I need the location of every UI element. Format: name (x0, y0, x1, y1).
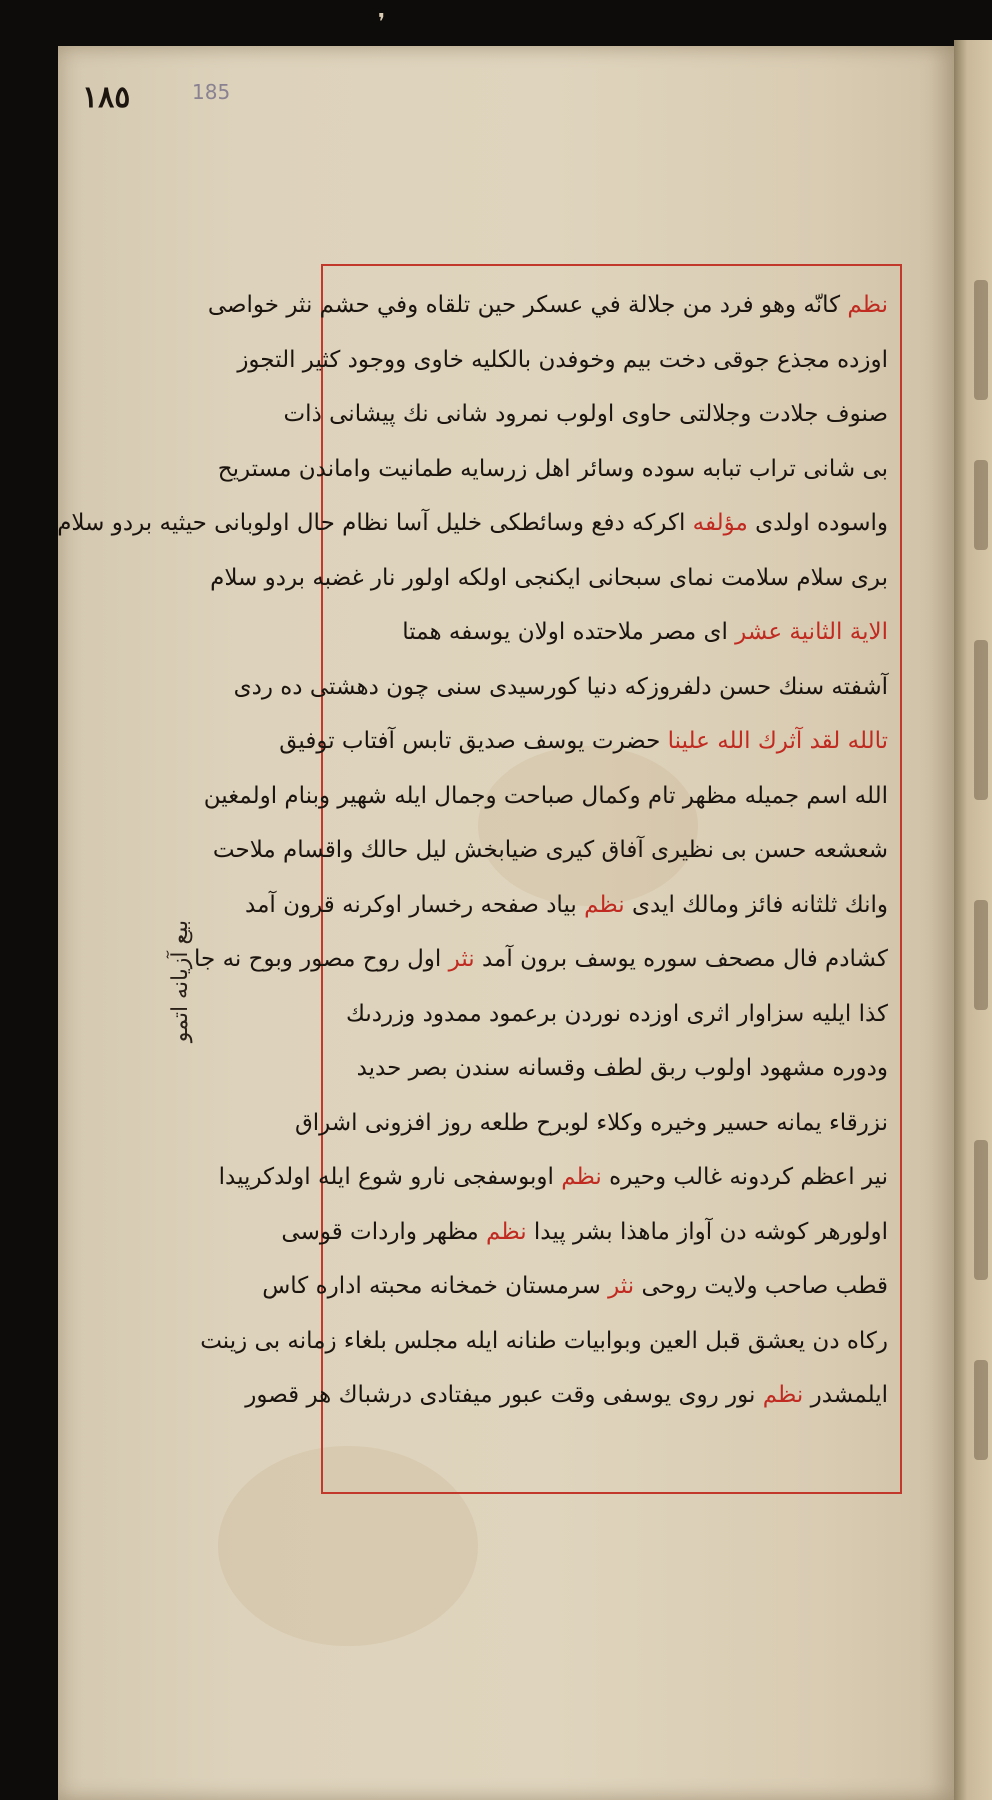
rubric-text: نظم (762, 1382, 804, 1408)
text-line (210, 551, 888, 606)
line-text: بى شانى تراب تبابه سوده وسائر اهل زرسايه طمانيت واماندن مستريح (217, 455, 888, 482)
margin-note: بيع آزيانه اتمو (168, 920, 193, 1043)
line-text: اكركه دفع وسائطكى خليل آسا نظام حال اولوبانى حيثيه بردو سلام (57, 510, 693, 536)
folio-number: ١٨٥ (82, 80, 131, 115)
text-line (207, 278, 888, 333)
line-text: نزرقاء يمانه حسير وخيره وكلاء لوبرح طلعه روز افزونى اشراق (294, 1109, 888, 1136)
text-line (294, 1096, 888, 1151)
rubric-text: نظم (847, 292, 888, 318)
text-line (336, 1041, 888, 1096)
text-line (283, 387, 888, 442)
text-line (212, 823, 888, 878)
rubric-text: مؤلفه (692, 510, 748, 536)
top-edge-mark: ❜ (378, 10, 386, 35)
rubric-text: تالله لقد آثرك الله علينا (667, 728, 888, 754)
text-line (57, 496, 888, 551)
text-line (233, 660, 888, 715)
rubric-text: نظم (584, 891, 625, 918)
text-line (200, 1314, 888, 1369)
line-text: الله اسم جميله مظهر تام وكمال صباحت وجمال ايله شهير وبنام اولمغين (203, 782, 888, 809)
line-text: بياد صفحه رخسار اوكرنه قرون آمد (245, 891, 585, 918)
text-line (217, 442, 888, 497)
text-line (218, 1150, 888, 1205)
line-text: واسوده اولدى (747, 510, 888, 536)
line-text: ركاه دن يعشق قبل العين وبوابيات طنانه ايله مجلس بلغاء زمانه بى زينت (200, 1327, 888, 1354)
rubric-text: الاية الثانية عشر (735, 619, 888, 645)
text-line (281, 1205, 888, 1260)
text-line (336, 605, 888, 660)
rubric-text: نثر (448, 946, 475, 972)
line-text: اول روح مصور وبوح نه جا (194, 946, 449, 972)
line-text: ودوره مشهود اولوب ربق لطف وقسانه سندن بصر حديد (356, 1055, 888, 1081)
line-text: اولورهر كوشه دن آواز ماهذا بشر پيدا (526, 1218, 888, 1245)
line-text: اوزده مجذع جوقى دخت بيم وخوفدن بالكليه خاوى ووجود كثير التجوز (237, 346, 888, 373)
line-text: شعشعه حسن بى نظيرى آفاق كيرى ضيابخش ليل حالك واقسام ملاحت (212, 837, 888, 863)
line-text: صنوف جلادت وجلالتى حاوى اولوب نمرود شانى نك پيشانى ذات (283, 401, 888, 427)
rubric-text: نثر (608, 1273, 635, 1299)
text-line (203, 769, 888, 824)
facing-page-edge (954, 40, 992, 1800)
rubric-text: نظم (561, 1164, 602, 1190)
line-text: اوبوسفجى نارو شوع ايله اولدكرپيدا (218, 1164, 562, 1190)
line-text: آشفته سنك حسن دلفروزكه دنيا كورسيدى سنى چون دهشتى ده ردى (233, 673, 888, 700)
text-line (237, 333, 888, 388)
text-line (336, 987, 888, 1042)
line-text: كذا ايليه سزاوار اثرى اوزده نوردن برعمود ممدود وزردىك (345, 1000, 888, 1027)
folio-number-pencil: 185 (192, 80, 231, 104)
line-text: ايلمشدر (803, 1382, 888, 1408)
line-text: حضرت يوسف صديق تابس آفتاب توفيق (279, 728, 668, 754)
line-text: كشادم فال مصحف سوره يوسف برون آمد (474, 946, 888, 972)
line-text: كانّه وهو فرد من جلالة في عسكر حين تلقاه وفي حشم نثر خواصى (207, 292, 848, 318)
line-text: نور روى يوسفى وقت عبور ميفتادى درشباك هر قصور (245, 1382, 763, 1408)
rubric-text: نظم (486, 1218, 527, 1245)
line-text: وانك ثلثانه فائز ومالك ايدى (624, 891, 888, 918)
line-text: قطب صاحب ولايت روحى (634, 1273, 888, 1299)
text-line (245, 1368, 888, 1423)
line-text: سرمستان خمخانه محبته اداره كاس (262, 1273, 609, 1299)
text-line (245, 878, 888, 933)
line-text: مظهر واردات قوسى (281, 1218, 487, 1245)
line-text: نير اعظم كردونه غالب وحيره (601, 1164, 888, 1190)
line-text: اى مصر ملاحتده اولان يوسفه همتا (402, 619, 736, 645)
text-line (279, 714, 888, 769)
text-line (262, 1259, 888, 1314)
line-text: برى سلام سلامت نماى سبحانى ايكنجى اولكه اولور نار غضبه بردو سلام (210, 564, 888, 591)
text-line (194, 932, 888, 987)
